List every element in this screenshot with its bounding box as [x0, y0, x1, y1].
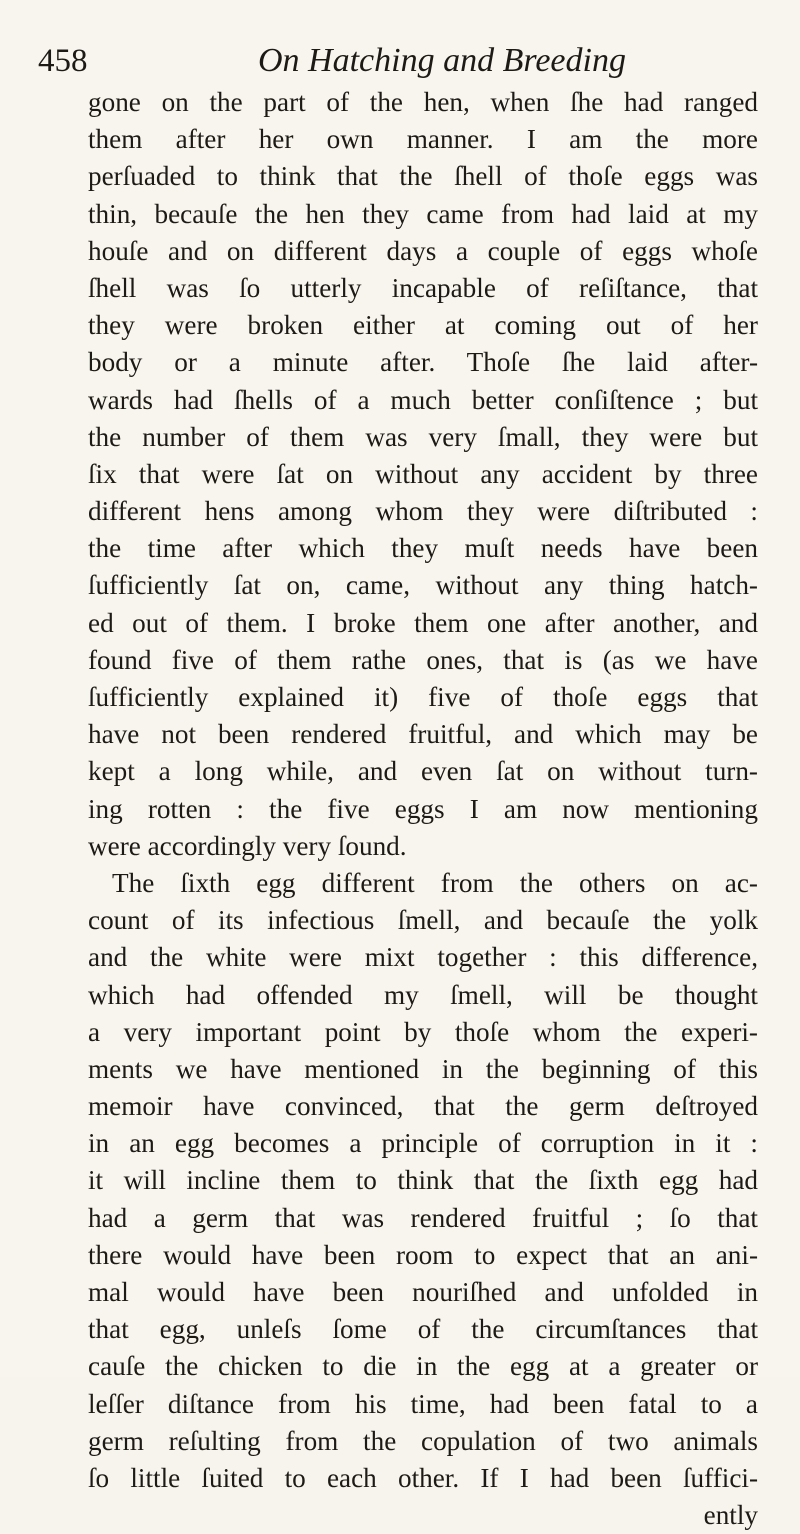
- text-line: ſhell was ſo utterly incapable of reſiſtance, that: [88, 272, 758, 303]
- text-line: there would have been room to expect that an ani-: [88, 1239, 758, 1270]
- text-line: them after her own manner. I am the more: [88, 124, 758, 155]
- text-line: and the white were mixt together : this difference,: [88, 942, 758, 973]
- text-line: houſe and on different days a couple of eggs whoſe: [88, 235, 758, 266]
- text-line: that egg, unleſs ſome of the circumſtances that: [88, 1314, 758, 1345]
- page-number: 458: [38, 43, 88, 79]
- text-line: ed out of them. I broke them one after another, and: [88, 607, 758, 638]
- text-line: kept a long while, and even ſat on without turn-: [88, 756, 758, 787]
- text-line: different hens among whom they were diſtributed :: [88, 496, 758, 527]
- text-line: ments we have mentioned in the beginning of this: [88, 1053, 758, 1084]
- text-line: wards had ſhells of a much better conſiſtence ; but: [88, 384, 758, 415]
- text-line: ing rotten : the five eggs I am now mentioning: [88, 793, 758, 824]
- text-line: leſſer diſtance from his time, had been fatal to a: [88, 1388, 758, 1419]
- text-line: ſo little ſuited to each other. If I had been ſuffici-: [88, 1462, 758, 1493]
- text-line: memoir have convinced, that the germ deſtroyed: [88, 1091, 758, 1122]
- text-line: ſufficiently explained it) five of thoſe eggs that: [88, 682, 758, 712]
- running-title: On Hatching and Breeding: [258, 42, 626, 79]
- text-line: germ reſulting from the copulation of two animals: [88, 1425, 758, 1456]
- text-line: cauſe the chicken to die in the egg at a greater or: [88, 1351, 758, 1382]
- text-line: were accordingly very ſound.: [88, 830, 407, 861]
- text-line: they were broken either at coming out of her: [88, 310, 758, 341]
- text-line: perſuaded to think that the ſhell of thoſe eggs was: [88, 161, 758, 192]
- catchword: ently: [703, 1500, 758, 1531]
- text-line: a very important point by thoſe whom the experi-: [88, 1016, 758, 1047]
- text-line: found five of them rathe ones, that is (as we have: [88, 644, 758, 675]
- page-header: [38, 38, 778, 84]
- text-line: the number of them was very ſmall, they were but: [88, 421, 758, 452]
- body-text: [88, 84, 758, 1534]
- text-line: mal would have been nouriſhed and unfolded in: [88, 1277, 758, 1307]
- text-line: count of its infectious ſmell, and becauſe the yolk: [88, 905, 758, 936]
- text-line: the time after which they muſt needs have been: [88, 533, 758, 564]
- text-line: gone on the part of the hen, when ſhe had ranged: [88, 87, 758, 117]
- text-line: had a germ that was rendered fruitful ; ſo that: [88, 1202, 758, 1233]
- text-line: The ſixth egg different from the others on ac-: [112, 867, 758, 898]
- text-line: ſufficiently ſat on, came, without any thing hatch-: [88, 570, 758, 601]
- text-line: have not been rendered fruitful, and which may be: [88, 719, 758, 750]
- text-line: it will incline them to think that the ſixth egg had: [88, 1165, 758, 1196]
- text-line: ſix that were ſat on without any accident by three: [88, 458, 758, 489]
- text-line: body or a minute after. Thoſe ſhe laid after-: [88, 347, 758, 378]
- text-line: in an egg becomes a principle of corruption in it :: [88, 1128, 758, 1159]
- text-line: thin, becauſe the hen they came from had laid at my: [88, 198, 758, 229]
- text-line: which had offended my ſmell, will be thought: [88, 979, 758, 1010]
